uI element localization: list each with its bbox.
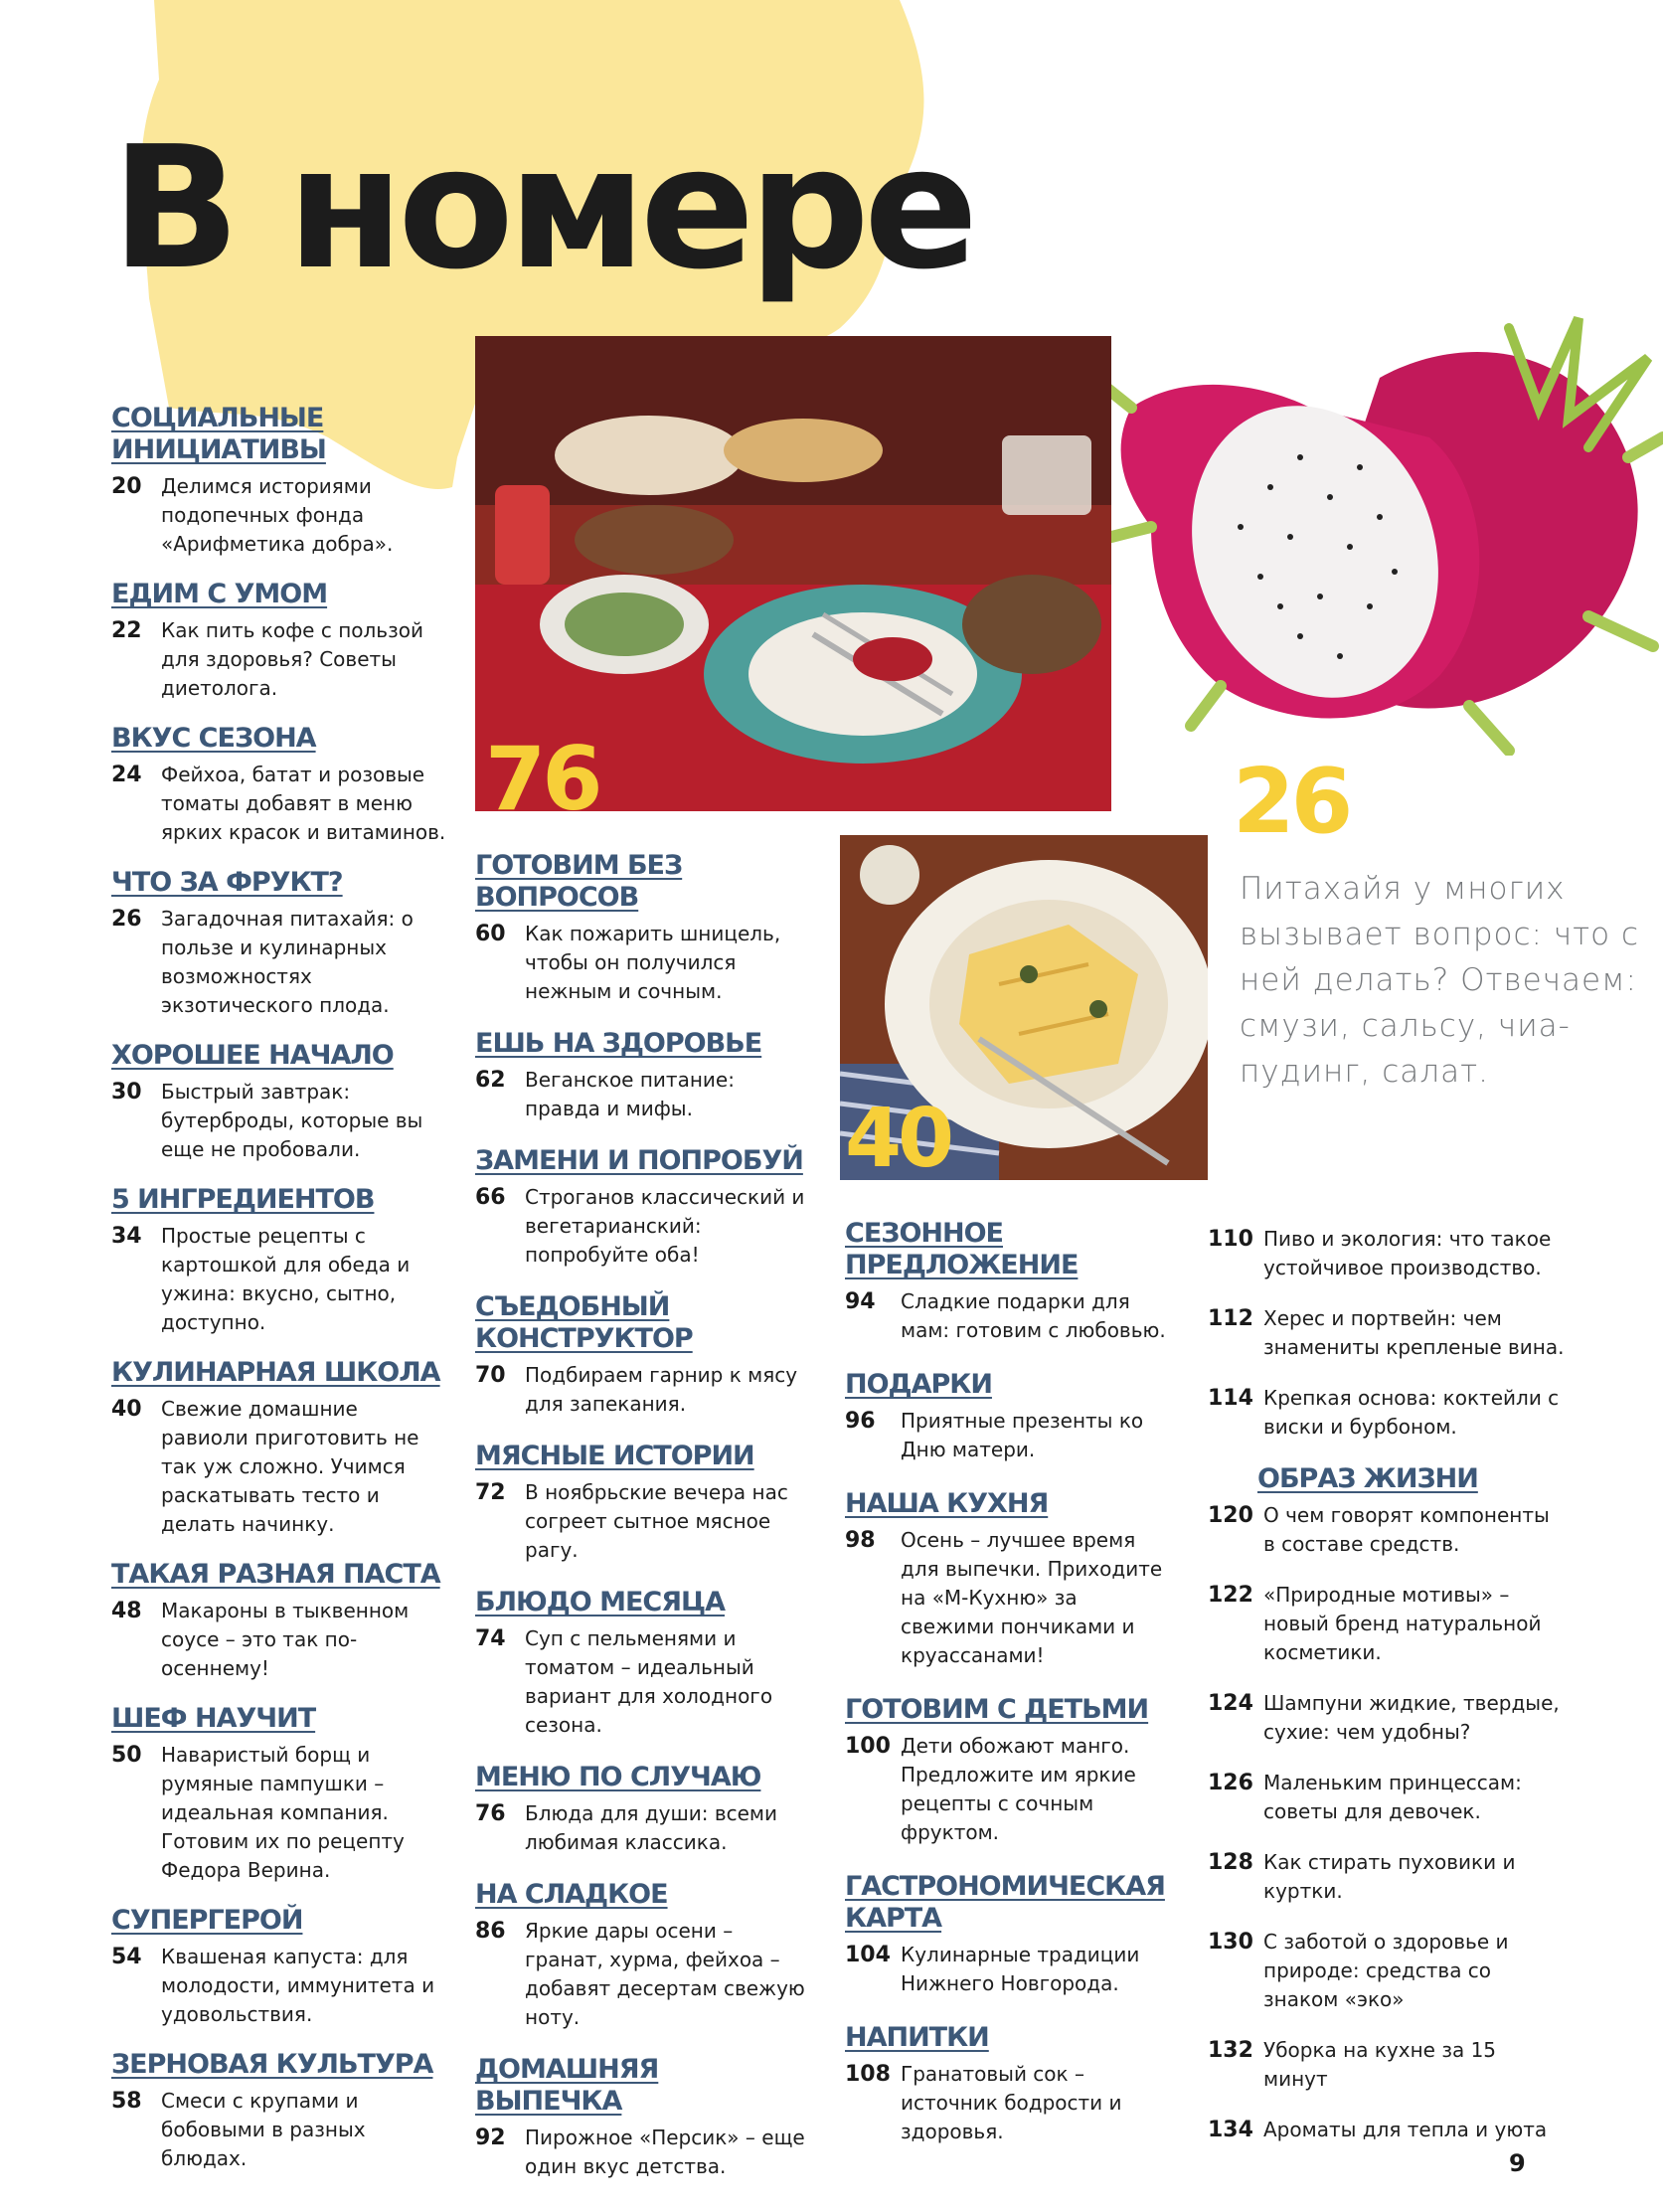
entry-text: Фейхоа, батат и розовые томаты добавят в меню ярких красок и витаминов. [161,763,446,844]
entry-text: Квашеная капуста: для молодости, иммунитета и удовольствия. [161,1945,435,2026]
toc-section [111,867,449,1020]
entry-text: Осень – лучшее время для выпечки. Приходите на «М-Кухню» за свежими пончиками и круассанами! [901,1528,1163,1667]
toc-section [845,1871,1173,1998]
toc-entry [1208,1304,1566,1362]
toc-section [475,2054,813,2181]
page-ref: 66 [475,1185,506,1210]
section-heading[interactable]: ЕДИМ С УМОМ [111,579,328,609]
section-heading[interactable]: МЯСНЫЕ ИСТОРИИ [475,1441,754,1471]
entry-text: Пиво и экология: что такое устойчивое производство. [1263,1227,1552,1279]
entry-text: Веганское питание: правда и мифы. [525,1068,735,1120]
page-ref: 122 [1208,1583,1253,1608]
entry-text: Блюда для души: всеми любимая классика. [525,1801,778,1854]
toc-section [475,1879,813,2032]
entry-text: Крепкая основа: коктейли с виски и бурбоном. [1263,1386,1560,1439]
page-ref: 110 [1208,1227,1253,1252]
toc-entry [1208,1769,1566,1826]
section-heading[interactable]: НАПИТКИ [845,2022,989,2053]
toc-entry [1208,2116,1566,2144]
page-ref: 114 [1208,1386,1253,1411]
page-ref: 24 [111,763,142,787]
entry-text: Строганов классический и вегетарианский: попробуйте оба! [525,1185,805,1267]
page-ref: 74 [475,1626,506,1651]
toc-column-3 [845,1218,1173,2146]
entry-text: Суп с пельменями и томатом – идеальный вариант для холодного сезона. [525,1626,773,1737]
page-ref: 120 [1208,1503,1253,1528]
pitahaya-photo [1111,288,1663,756]
toc-section [111,723,449,847]
page-ref: 104 [845,1943,891,1967]
toc-column-2 [475,850,813,2181]
entry-text: Яркие дары осени – гранат, хурма, фейхоа – добавят десертам свежую ноту. [525,1919,805,2029]
toc-entry [1208,1689,1566,1747]
entry-text: Херес и портвейн: чем знамениты крепленые вина. [1263,1306,1565,1359]
page-ref: 26 [111,907,142,932]
page-ref: 62 [475,1068,506,1093]
page-ref: 112 [1208,1306,1253,1331]
page-ref: 48 [111,1599,142,1623]
entry-text: Макароны в тыквенном соусе – это так по-осеннему! [161,1599,410,1680]
entry-text: Быстрый завтрак: бутерброды, которые вы еще не пробовали. [161,1080,423,1161]
toc-section [475,1441,813,1565]
toc-section [475,1587,813,1740]
section-heading[interactable]: МЕНЮ ПО СЛУЧАЮ [475,1762,761,1792]
page-ref: 58 [111,2089,142,2114]
entry-text: Как пожарить шницель, чтобы он получился нежным и сочным. [525,922,781,1003]
page-ref: 20 [111,474,142,499]
toc-entry [1208,2036,1566,2094]
page-ref: 128 [1208,1850,1253,1875]
entry-text: «Природные мотивы» – новый бренд натуральной косметики. [1263,1583,1542,1664]
section-heading[interactable]: СУПЕРГЕРОЙ [111,1905,303,1936]
toc-section [845,1488,1173,1670]
toc-section [111,1703,449,1885]
entry-text: С заботой о здоровье и природе: средства со знаком «эко» [1263,1930,1509,2011]
entry-text: Приятные презенты ко Дню матери. [901,1409,1144,1461]
toc-entry [1208,1581,1566,1667]
toc-column-1 [111,403,449,2173]
page-ref: 126 [1208,1771,1253,1795]
page-ref: 94 [845,1289,876,1314]
toc-section [845,1369,1173,1464]
entry-text: Гранатовый сок – источник бодрости и здоровья. [901,2062,1122,2143]
page-ref: 70 [475,1363,506,1388]
page-ref: 54 [111,1945,142,1969]
table-photo-number: 76 [485,728,599,830]
section-heading[interactable]: ОБРАЗ ЖИЗНИ [1257,1463,1478,1494]
page-ref: 76 [475,1801,506,1826]
page-ref: 124 [1208,1691,1253,1716]
toc-section [845,2022,1173,2146]
section-heading[interactable]: ГОТОВИМ БЕЗ ВОПРОСОВ [475,850,683,913]
page-ref: 40 [111,1397,142,1422]
section-heading[interactable]: ШЕФ НАУЧИТ [111,1703,316,1734]
page-ref: 108 [845,2062,891,2087]
entry-text: Свежие домашние равиоли приготовить не так уж сложно. Учимся раскатывать тесто и делать начинку. [161,1397,419,1536]
toc-section [845,1694,1173,1847]
page-ref: 92 [475,2126,506,2150]
page-ref: 132 [1208,2038,1253,2063]
entry-text: Уборка на кухне за 15 минут [1263,2038,1497,2091]
entry-text: Подбираем гарнир к мясу для запекания. [525,1363,798,1416]
page-ref: 98 [845,1528,876,1553]
toc-section [111,1040,449,1164]
toc-section [475,1145,813,1270]
toc-section [111,1559,449,1683]
entry-text: Дети обожают манго. Предложите им яркие рецепты с сочным фруктом. [901,1734,1136,1844]
section-heading[interactable]: СЪЕДОБНЫЙ КОНСТРУКТОР [475,1291,693,1354]
pasta-photo-number: 40 [845,1092,951,1186]
toc-section [1208,1463,1566,1559]
section-heading[interactable]: ТАКАЯ РАЗНАЯ ПАСТА [111,1559,440,1590]
section-heading[interactable]: 5 ИНГРЕДИЕНТОВ [111,1184,375,1215]
section-heading[interactable]: ГОТОВИМ С ДЕТЬМИ [845,1694,1149,1725]
toc-entry [1208,1928,1566,2014]
pitahaya-callout: Питахайя у многих вызывает вопрос: что с ней делать? Отвечаем: смузи, сальсу, чиа-пудинг, салат. [1240,871,1640,1090]
section-heading[interactable]: ХОРОШЕЕ НАЧАЛО [111,1040,394,1071]
entry-text: Простые рецепты с картошкой для обеда и ужина: вкусно, сытно, доступно. [161,1224,411,1334]
entry-text: Маленьким принцессам: советы для девочек. [1263,1771,1522,1823]
entry-text: Как стирать пуховики и куртки. [1263,1850,1516,1903]
toc-section [111,1184,449,1337]
toc-entry [1208,1225,1566,1282]
toc-section [475,1291,813,1419]
page-ref: 86 [475,1919,506,1944]
section-heading[interactable]: БЛЮДО МЕСЯЦА [475,1587,725,1617]
section-heading[interactable]: ЧТО ЗА ФРУКТ? [111,867,343,898]
entry-text: Шампуни жидкие, твердые, сухие: чем удобны? [1263,1691,1560,1744]
toc-section [111,1905,449,2029]
toc-section [111,579,449,703]
toc-entry [1208,1848,1566,1906]
entry-text: О чем говорят компоненты в составе средств. [1263,1503,1550,1556]
page-ref: 130 [1208,1930,1253,1955]
entry-text: Сладкие подарки для мам: готовим с любовью. [901,1289,1166,1342]
toc-entry [1208,1384,1566,1442]
toc-section [475,1762,813,1857]
section-heading[interactable]: НАША КУХНЯ [845,1488,1049,1519]
page-title: В номере [111,110,973,307]
page-number: 9 [1509,2149,1526,2177]
page-ref: 22 [111,618,142,643]
entry-text: Наваристый борщ и румяные пампушки – идеальная компания. Готовим их по рецепту Федора Верина. [161,1743,405,1882]
section-heading[interactable]: ПОДАРКИ [845,1369,992,1400]
entry-text: Смеси с крупами и бобовыми в разных блюдах. [161,2089,366,2170]
page-ref: 50 [111,1743,142,1768]
section-heading[interactable]: СЕЗОННОЕ ПРЕДЛОЖЕНИЕ [845,1218,1079,1280]
toc-section [111,2049,449,2173]
section-heading[interactable]: ЗАМЕНИ И ПОПРОБУЙ [475,1145,803,1176]
page-ref: 134 [1208,2118,1253,2142]
entry-text: Делимся историями подопечных фонда «Арифметика добра». [161,474,394,556]
section-heading[interactable]: НА СЛАДКОЕ [475,1879,668,1910]
entry-text: Ароматы для тепла и уюта [1263,2118,1548,2141]
section-heading[interactable]: ВКУС СЕЗОНА [111,723,316,754]
toc-section [845,1218,1173,1345]
page-ref: 100 [845,1734,891,1759]
toc-section [111,1357,449,1539]
section-heading[interactable]: ГАСТРОНОМИЧЕСКАЯ КАРТА [845,1871,1165,1934]
pitahaya-photo-number: 26 [1233,750,1350,854]
entry-text: Загадочная питахайя: о пользе и кулинарных возможностях экзотического плода. [161,907,414,1017]
page-ref: 34 [111,1224,142,1249]
toc-section [475,1028,813,1123]
page-ref: 30 [111,1080,142,1105]
entry-text: Пирожное «Персик» – еще один вкус детства. [525,2126,805,2178]
section-heading[interactable]: КУЛИНАРНАЯ ШКОЛА [111,1357,440,1388]
toc-column-4 [1208,1225,1566,2144]
section-heading[interactable]: ЗЕРНОВАЯ КУЛЬТУРА [111,2049,433,2080]
page-ref: 60 [475,922,506,946]
section-heading[interactable]: СОЦИАЛЬНЫЕ ИНИЦИАТИВЫ [111,403,326,465]
page-ref: 96 [845,1409,876,1434]
section-heading[interactable]: ДОМАШНЯЯ ВЫПЕЧКА [475,2054,659,2117]
entry-text: В ноябрьские вечера нас согреет сытное мясное рагу. [525,1480,788,1562]
toc-section [111,403,449,559]
page-ref: 72 [475,1480,506,1505]
entry-text: Кулинарные традиции Нижнего Новгорода. [901,1943,1140,1995]
entry-text: Как пить кофе с пользой для здоровья? Советы диетолога. [161,618,423,700]
section-heading[interactable]: ЕШЬ НА ЗДОРОВЬЕ [475,1028,762,1059]
toc-section [475,850,813,1006]
